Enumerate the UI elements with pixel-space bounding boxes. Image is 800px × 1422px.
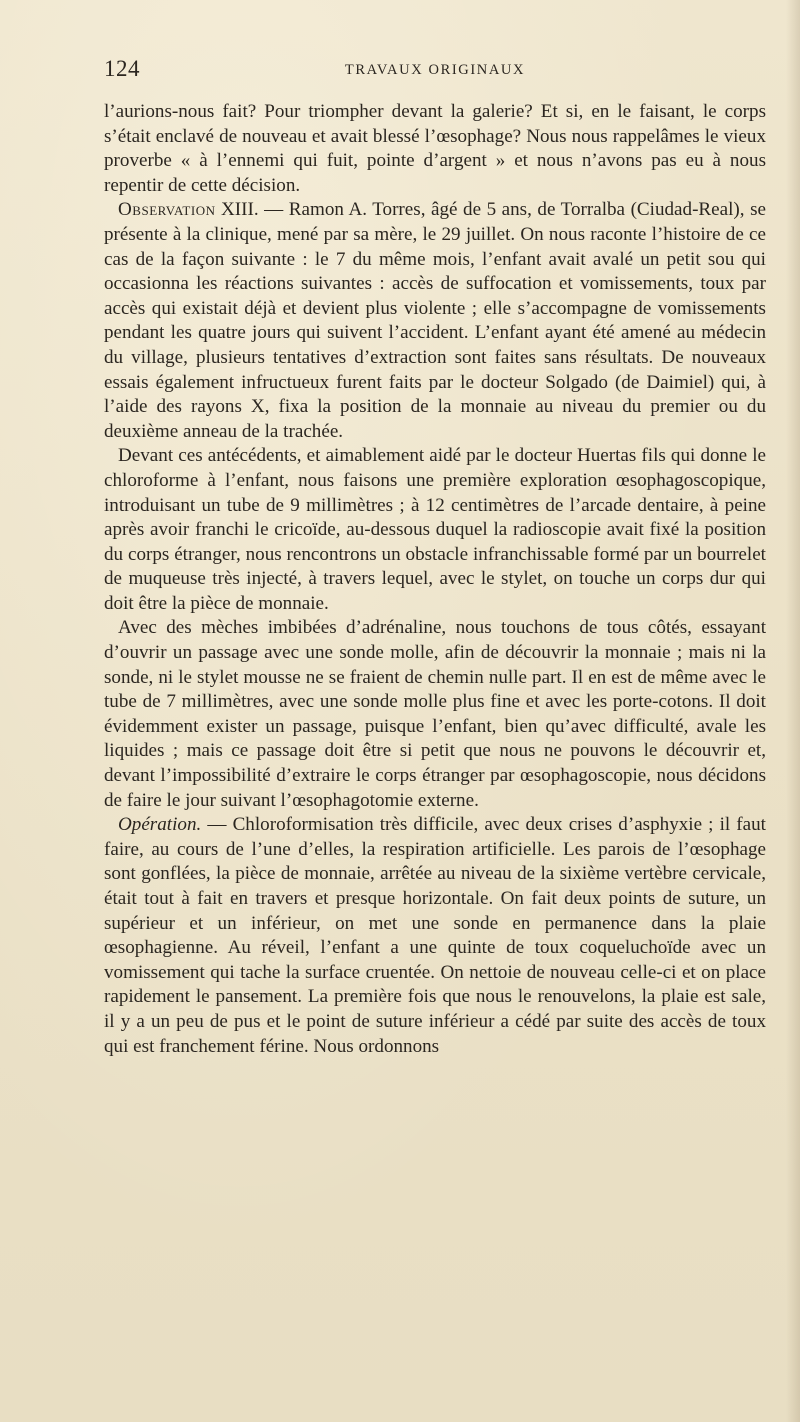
page-header [104, 52, 766, 92]
paragraph-text: Avec des mèches imbibées d’adrénaline, nous touchons de tous côtés, essayant d’ouvrir un passage avec une sonde molle, afin de découvrir la monnaie ; mais ni la sonde, ni le stylet mousse ne se fraient de chemin nulle part. Il en est de même avec le tube de 7 millimètres, avec une sonde molle plus fine et avec les porte-cotons. Il doit évidemment exister un passage, puisque l’enfant, bien qu’avec difficulté, avale les liquides ; mais ce passage doit être si petit que nous ne pouvons le découvrir et, devant l’impossibilité d’extraire le corps étranger par œsophagoscopie, nous décidons de faire le jour suivant l’œsophagotomie externe. [104, 617, 766, 811]
paragraph-text: Devant ces antécédents, et aimablement aidé par le docteur Huertas fils qui donne le chloroforme à l’enfant, nous faisons une première exploration œsophagoscopique, introduisant un tube de 9 millimètres ; à 12 centimètres de l’arcade dentaire, à peine après avoir franchi le cricoïde, au-dessous duquel la radioscopie avait fixé la position du corps étranger, nous rencontrons un obstacle infranchissable formé par un bourrelet de muqueuse très injecté, à travers lequel, avec le stylet, on touche un corps dur qui doit être la pièce de monnaie. [104, 445, 766, 614]
paragraph-exploration [104, 444, 766, 616]
paragraph-continuation [104, 100, 766, 198]
paragraph-observation [104, 198, 766, 444]
page-number: 124 [104, 56, 140, 81]
paragraph-operation [104, 813, 766, 1059]
operation-heading: Opération. [118, 814, 202, 836]
paragraph-attempts [104, 616, 766, 813]
paragraph-text: l’aurions-nous fait? Pour triompher devant la galerie? Et si, en le faisant, le corps s’était enclavé de nouveau et avait blessé l’œsophage? Nous nous rappelâmes le vieux proverbe « à l’ennemi qui fuit, pointe d’argent » et nous n’avons pas eu à nous repentir de cette décision. [104, 101, 766, 196]
paragraph-text: XIII. — Ramon A. Torres, âgé de 5 ans, de Torralba (Ciudad-Real), se présente à la clinique, mené par sa mère, le 29 juillet. On nous raconte l’histoire de ce cas de la façon suivante : le 7 du même mois, l’enfant avait avalé un petit sou qui occasionna les réactions suivantes : accès de suffocation et vomissements, toux par accès qui existait déjà et devient plus violente ; elle s’accompagne de vomissements pendant les quatre jours qui suivent l’accident. L’enfant ayant été amené au médecin du village, plusieurs tentatives d’extraction sont faites sans résultats. De nouveaux essais également infructueux furent faits par le docteur Solgado (de Daimiel) qui, à l’aide des rayons X, fixa la position de la monnaie au niveau du premier ou du deuxième anneau de la trachée. [104, 199, 766, 442]
paragraph-text: — Chloroformisation très difficile, avec deux crises d’asphyxie ; il faut faire, au cours de l’une d’elles, la respiration artificielle. Les parois de l’œsophage sont gonflées, la pièce de monnaie, arrêtée au niveau de la sixième vertèbre cervicale, était tout à fait en travers et presque horizontale. On fait deux points de suture, un supérieur et un inférieur, on met une sonde en permanence dans la plaie œsophagienne. Au réveil, l’enfant a une quinte de toux coqueluchoïde avec un vomissement qui tache la surface cruentée. On nettoie de nouveau celle-ci et on place rapidement le pansement. La première fois que nous le renouvelons, la plaie est sale, il y a un peu de pus et le point de suture inférieur a cédé par suite des accès de toux qui est franchement férine. Nous ordonnons [104, 814, 766, 1057]
running-head: TRAVAUX ORIGINAUX [344, 62, 526, 78]
observation-heading: Observation [118, 199, 216, 221]
page-edge-shadow [786, 0, 800, 1422]
body-text [104, 100, 766, 1059]
